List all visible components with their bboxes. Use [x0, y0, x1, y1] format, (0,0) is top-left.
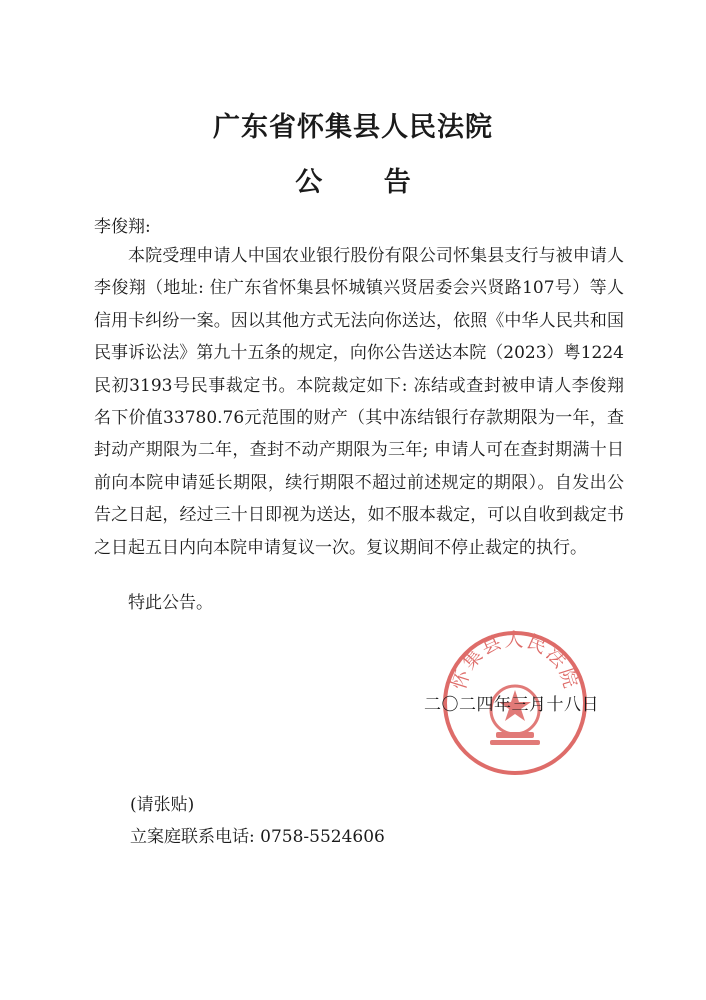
seal-lettering: 怀集县人民法院 — [447, 628, 583, 693]
addressee: 李俊翔: — [94, 217, 151, 237]
closing-text: 特此公告。 — [128, 593, 213, 613]
notice-date: 二〇二四年三月十八日 — [424, 695, 599, 715]
svg-text:怀集县人民法院 — [448, 629, 582, 692]
contact-phone: 立案庭联系电话: 0758-5524606 — [130, 827, 385, 847]
posting-note: (请张贴) — [130, 795, 195, 815]
notice-paragraph: 本院受理申请人中国农业银行股份有限公司怀集县支行与被申请人李俊翔（地址: 住广东省怀集县怀城镇兴贤居委会兴贤路107号）等人信用卡纠纷一案。因以其他方式无法向你送达，依照《中华人民共和国民事诉讼法》第九十五条的规定，向你公告送达本院（2023）粤1224民初3193号民事裁定书。本院裁定如下: 冻结或查封被申请人李俊翔名下价值33780.76元范围的财产（其中冻结银行存款期限为一年，查封动产期限为二年，查封不动产期限为三年; 申请人可在查封期满十日前向本院申请延长期限，续行期限不超过前述规定的期限）。自发出公告之日起，经过三十日即视为送达，如不服本裁定，可以自收到裁定书之日起五日内向本院申请复议一次。复议期间不停止裁定的执行。 — [94, 246, 624, 558]
notice-title: 公 告 — [295, 167, 437, 198]
court-name-heading: 广东省怀集县人民法院 — [213, 112, 493, 143]
notice-body — [94, 240, 624, 564]
